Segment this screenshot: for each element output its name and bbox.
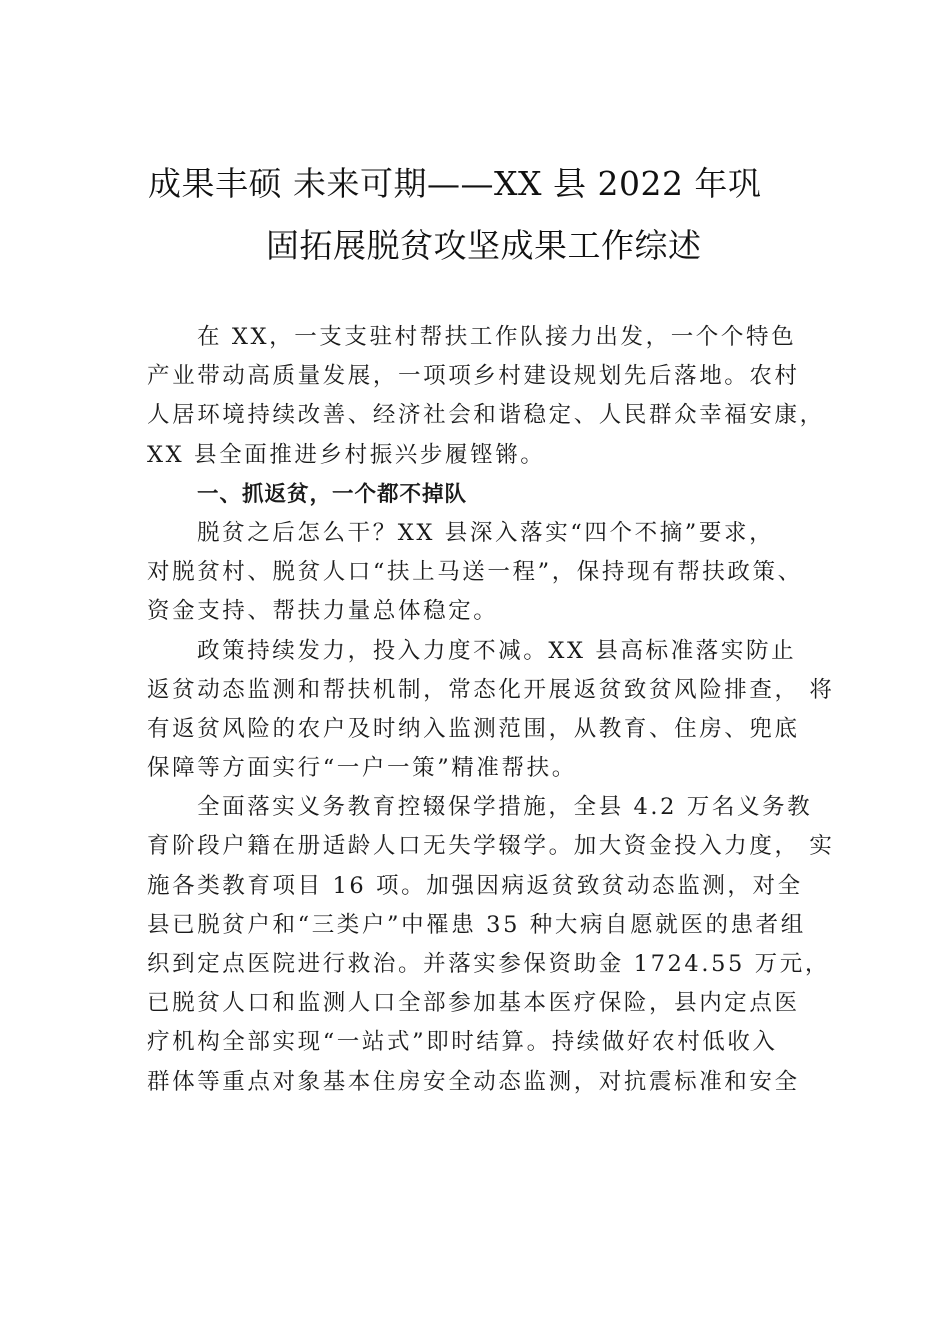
paragraph-4-line-2: 育阶段户籍在册适龄人口无失学辍学。加大资金投入力度， 实 [147, 833, 835, 860]
paragraph-1-line-1: 在 XX，一支支驻村帮扶工作队接力出发，一个个特色 [197, 324, 797, 350]
paragraph-3-line-3: 有返贫风险的农户及时纳入监测范围，从教育、住房、兜底 [147, 715, 800, 742]
paragraph-4-line-4: 县已脱贫户和“三类户”中罹患 35 种大病自愿就医的患者组 [147, 911, 806, 938]
paragraph-2-line-2: 对脱贫村、脱贫人口“扶上马送一程”，保持现有帮扶政策、 [147, 559, 803, 586]
document-body [147, 318, 835, 1102]
paragraph-4-line-7: 疗机构全部实现“一站式”即时结算。持续做好农村低收入 [147, 1029, 778, 1056]
paragraph-3-line-2: 返贫动态监测和帮扶机制，常态化开展返贫致贫风险排查， 将 [147, 676, 835, 703]
document-title-line-2: 固拓展脱贫攻坚成果工作综述 [266, 226, 702, 265]
paragraph-2-line-3: 资金支持、帮扶力量总体稳定。 [147, 598, 499, 625]
paragraph-3-line-1: 政策持续发力，投入力度不减。XX 县高标准落实防止 [197, 637, 797, 664]
paragraph-4-line-5: 织到定点医院进行救治。并落实参保资助金 1724.55 万元， [147, 951, 830, 977]
paragraph-2-line-1: 脱贫之后怎么干？XX 县深入落实“四个不摘”要求， [197, 519, 775, 546]
paragraph-1-line-4: XX 县全面推进乡村振兴步履铿锵。 [147, 441, 546, 468]
paragraph-1-line-3: 人居环境持续改善、经济社会和谐稳定、人民群众幸福安康， [147, 402, 825, 429]
paragraph-4-line-3: 施各类教育项目 16 项。加强因病返贫致贫动态监测，对全 [147, 872, 803, 899]
paragraph-4-line-6: 已脱贫人口和监测人口全部参加基本医疗保险，县内定点医 [147, 990, 800, 1017]
paragraph-4-line-1: 全面落实义务教育控辍保学措施，全县 4.2 万名义务教 [197, 794, 813, 821]
paragraph-1-line-2: 产业带动高质量发展，一项项乡村建设规划先后落地。农村 [147, 363, 800, 390]
section-heading-1: 一、抓返贫，一个都不掉队 [197, 481, 468, 507]
document-title-line-1: 成果丰硕 未来可期——XX 县 2022 年巩 [148, 164, 762, 203]
paragraph-3-line-4: 保障等方面实行“一户一策”精准帮扶。 [147, 755, 577, 782]
paragraph-4-line-8: 群体等重点对象基本住房安全动态监测，对抗震标准和安全 [147, 1068, 800, 1095]
